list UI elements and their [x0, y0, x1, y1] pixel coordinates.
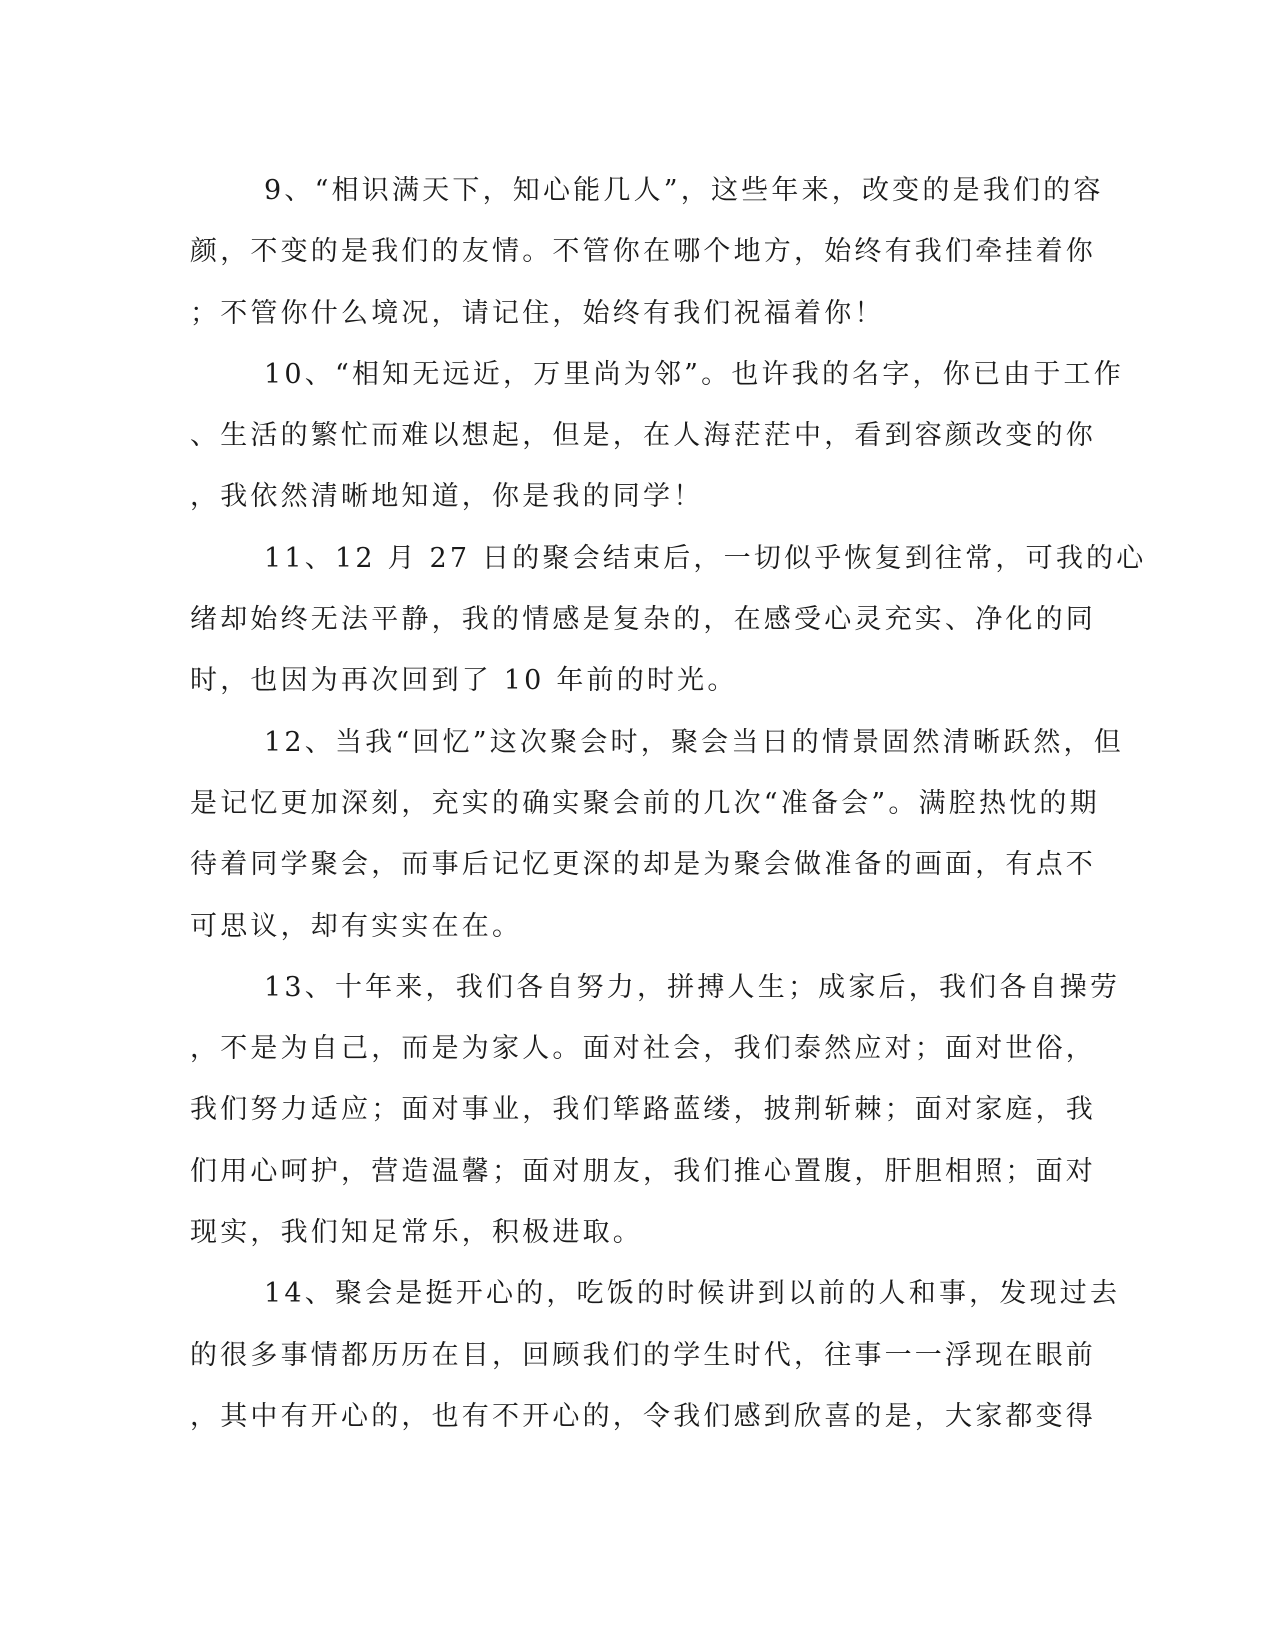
paragraph-9-line-2: 颜，不变的是我们的友情。不管你在哪个地方，始终有我们牵挂着你: [190, 236, 1096, 268]
paragraph-13-line-5: 现实，我们知足常乐，积极进取。: [190, 1217, 643, 1249]
paragraph-12-line-3: 待着同学聚会，而事后记忆更深的却是为聚会做准备的画面，有点不: [190, 849, 1096, 881]
paragraph-13-line-4: 们用心呵护，营造温馨；面对朋友，我们推心置腹，肝胆相照；面对: [190, 1155, 1096, 1187]
body-text: [190, 160, 1147, 1447]
paragraph-9-line-3: ；不管你什么境况，请记住，始终有我们祝福着你！: [190, 297, 885, 329]
paragraph-11-line-3: 时，也因为再次回到了 10 年前的时光。: [190, 665, 738, 697]
paragraph-14-line-2: 的很多事情都历历在目，回顾我们的学生时代，往事一一浮现在眼前: [190, 1339, 1096, 1371]
paragraph-14-line-3: ，其中有开心的，也有不开心的，令我们感到欣喜的是，大家都变得: [190, 1400, 1096, 1432]
paragraph-14-line-1: 14、聚会是挺开心的，吃饭的时候讲到以前的人和事，发现过去: [264, 1278, 1121, 1310]
paragraph-10-line-3: ，我依然清晰地知道，你是我的同学！: [190, 481, 704, 513]
paragraph-10-line-2: 、生活的繁忙而难以想起，但是，在人海茫茫中，看到容颜改变的你: [190, 420, 1096, 452]
paragraph-12-line-4: 可思议，却有实实在在。: [190, 910, 523, 942]
paragraph-12-line-2: 是记忆更加深刻，充实的确实聚会前的几次“准备会”。满腔热忱的期: [190, 787, 1100, 819]
paragraph-12-line-1: 12、当我“回忆”这次聚会时，聚会当日的情景固然清晰跃然，但: [264, 726, 1124, 758]
paragraph-10-line-1: 10、“相知无远近，万里尚为邻”。也许我的名字，你已由于工作: [264, 358, 1124, 390]
paragraph-9-line-1: 9、“相识满天下，知心能几人”，这些年来，改变的是我们的容: [264, 175, 1104, 206]
paragraph-11-line-2: 绪却始终无法平静，我的情感是复杂的，在感受心灵充实、净化的同: [190, 604, 1096, 636]
paragraph-11-line-1: 11、12 月 27 日的聚会结束后，一切似乎恢复到往常，可我的心: [264, 542, 1147, 574]
paragraph-13-line-1: 13、十年来，我们各自努力，拼搏人生；成家后，我们各自操劳: [264, 971, 1121, 1003]
paragraph-13-line-2: ，不是为自己，而是为家人。面对社会，我们泰然应对；面对世俗，: [190, 1033, 1096, 1065]
paragraph-13-line-3: 我们努力适应；面对事业，我们筚路蓝缕，披荆斩棘；面对家庭，我: [190, 1094, 1096, 1126]
